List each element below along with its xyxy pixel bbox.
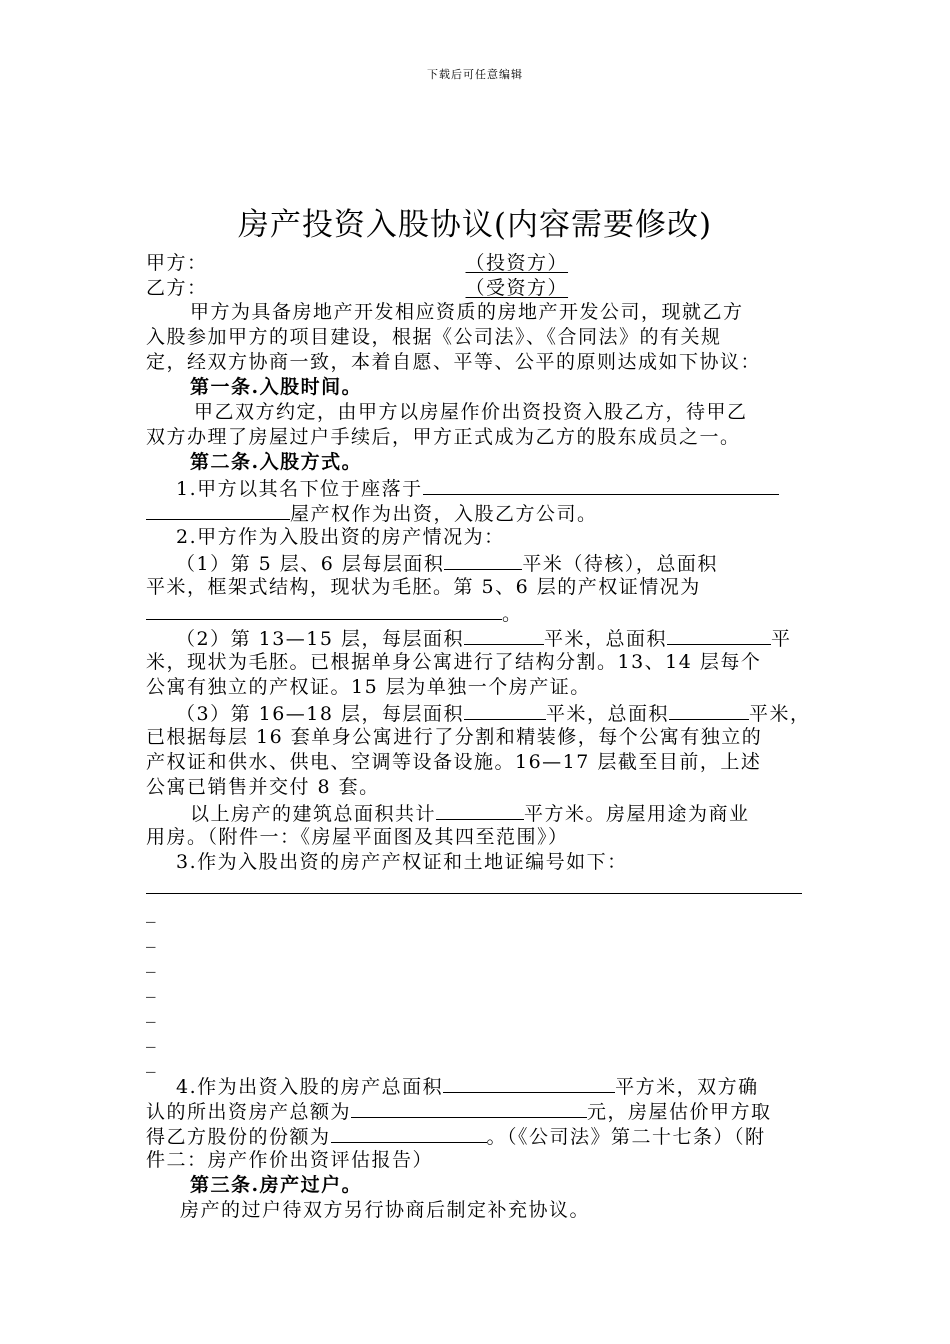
property-1-area-blank — [444, 550, 522, 570]
item4-text-d: 元，房屋估价甲方取 — [587, 1101, 772, 1123]
cert-dash-6: _ — [146, 1026, 157, 1048]
cert-dash-3: _ — [146, 951, 157, 973]
item4-share-blank — [331, 1123, 487, 1143]
property-2-text-b: 平米，总面积 — [544, 628, 668, 650]
article1-heading: 第一条.入股时间。 — [190, 376, 363, 398]
property-3-area-blank — [464, 700, 546, 720]
article2-item4-line4: 件二：房产作价出资评估报告） — [146, 1149, 434, 1171]
party-a-role: （投资方） — [465, 252, 569, 274]
article2-item4-line1 — [176, 1073, 759, 1099]
property-3-text-c: 平米， — [749, 703, 811, 725]
party-b-field — [208, 277, 569, 299]
party-a-field — [208, 252, 569, 274]
article2-item1-line1 — [176, 475, 779, 501]
property-1-cert-blank — [146, 600, 502, 620]
cert-dash-5: _ — [146, 1001, 157, 1023]
party-a-blank — [208, 250, 466, 269]
total-area-text-a: 以上房产的建筑总面积共计 — [190, 803, 437, 825]
cert-dash-4: _ — [146, 976, 157, 998]
article2-item4-line2 — [146, 1098, 772, 1124]
party-b-role: （受资方） — [465, 277, 569, 299]
cert-dash-2: _ — [146, 926, 157, 948]
property-2-line3: 公寓有独立的产权证。15 层为单独一个房产证。 — [146, 676, 591, 698]
property-1-text-b: 平米（待核），总面积 — [522, 553, 718, 575]
property-2-text-a: （2）第 13—15 层，每层面积 — [176, 628, 465, 650]
property-3-line1 — [176, 700, 811, 726]
property-1-line2: 平米，框架式结构，现状为毛胚。第 5、6 层的产权证情况为 — [146, 576, 701, 598]
total-area-blank — [436, 800, 524, 820]
header-note: 下载后可任意编辑 — [427, 68, 523, 81]
item4-text-e: 得乙方股份的份额为 — [146, 1126, 331, 1148]
property-1-line1 — [176, 550, 718, 576]
article3-heading: 第三条.房产过户。 — [190, 1174, 363, 1196]
location-blank — [423, 475, 779, 495]
intro-line-2: 入股参加甲方的项目建设，根据《公司法》、《合同法》的有关规 — [146, 326, 722, 348]
article2-item1-text: 1.甲方以其名下位于座落于 — [176, 478, 423, 500]
property-3-text-a: （3）第 16—18 层，每层面积 — [176, 703, 465, 725]
article2-item2: 2.甲方作为入股出资的房产情况为： — [176, 526, 505, 548]
item4-amount-blank — [351, 1098, 587, 1118]
item4-text-a: 4.作为出资入股的房产总面积 — [176, 1076, 444, 1098]
property-3-total-blank — [669, 700, 749, 720]
document-title: 房产投资入股协议(内容需要修改) — [237, 206, 713, 243]
total-area-line1 — [190, 800, 750, 826]
cert-dash-7: _ — [146, 1051, 157, 1073]
party-b-row — [146, 275, 568, 300]
article2-item3: 3.作为入股出资的房产产权证和土地证编号如下： — [176, 851, 628, 873]
property-3-text-b: 平米，总面积 — [546, 703, 670, 725]
article1-line-2: 双方办理了房屋过户手续后，甲方正式成为乙方的股东成员之一。 — [146, 426, 741, 448]
item4-text-b: 平方米，双方确 — [615, 1076, 759, 1098]
property-1-line3 — [146, 600, 523, 626]
item4-text-c: 认的所出资房产总额为 — [146, 1101, 352, 1123]
cert-dash-1: _ — [146, 901, 157, 923]
property-2-line2: 米，现状为毛胚。已根据单身公寓进行了结构分割。13、14 层每个 — [146, 651, 762, 673]
item4-area-blank — [443, 1073, 615, 1093]
total-area-line2: 用房。（附件一：《房屋平面图及其四至范围》） — [146, 826, 569, 848]
total-area-text-b: 平方米。房屋用途为商业 — [524, 803, 750, 825]
property-2-line1 — [176, 625, 792, 651]
article2-heading: 第二条.入股方式。 — [190, 451, 363, 473]
party-b-label: 乙方： — [146, 277, 208, 299]
party-a-row — [146, 250, 568, 275]
property-3-line4: 公寓已销售并交付 8 套。 — [146, 776, 380, 798]
location-blank-2 — [146, 500, 290, 520]
property-1-text-a: （1）第 5 层、6 层每层面积 — [176, 553, 445, 575]
property-3-line2: 已根据每层 16 套单身公寓进行了分割和精装修，每个公寓有独立的 — [146, 726, 763, 748]
party-a-label: 甲方： — [146, 252, 208, 274]
intro-line-1: 甲方为具备房地产开发相应资质的房地产开发公司，现就乙方 — [190, 301, 744, 323]
article3-line: 房产的过户待双方另行协商后制定补充协议。 — [180, 1199, 591, 1221]
party-b-blank — [208, 275, 466, 294]
property-1-end: 。 — [502, 603, 523, 625]
article2-item1-line2 — [146, 500, 598, 526]
property-2-area-blank — [464, 625, 544, 645]
property-2-total-blank — [667, 625, 771, 645]
article2-item1-end: 屋产权作为出资，入股乙方公司。 — [290, 503, 598, 525]
item4-text-f: 。（《公司法》第二十七条）（附 — [486, 1126, 766, 1148]
intro-line-3: 定，经双方协商一致，本着自愿、平等、公平的原则达成如下协议： — [146, 351, 762, 373]
article2-item4-line3 — [146, 1123, 766, 1149]
property-2-text-c: 平 — [771, 628, 792, 650]
cert-number-line — [146, 893, 802, 894]
article1-line-1: 甲乙双方约定，由甲方以房屋作价出资投资入股乙方，待甲乙 — [194, 401, 748, 423]
property-3-line3: 产权证和供水、供电、空调等设备设施。16—17 层截至目前，上述 — [146, 751, 762, 773]
